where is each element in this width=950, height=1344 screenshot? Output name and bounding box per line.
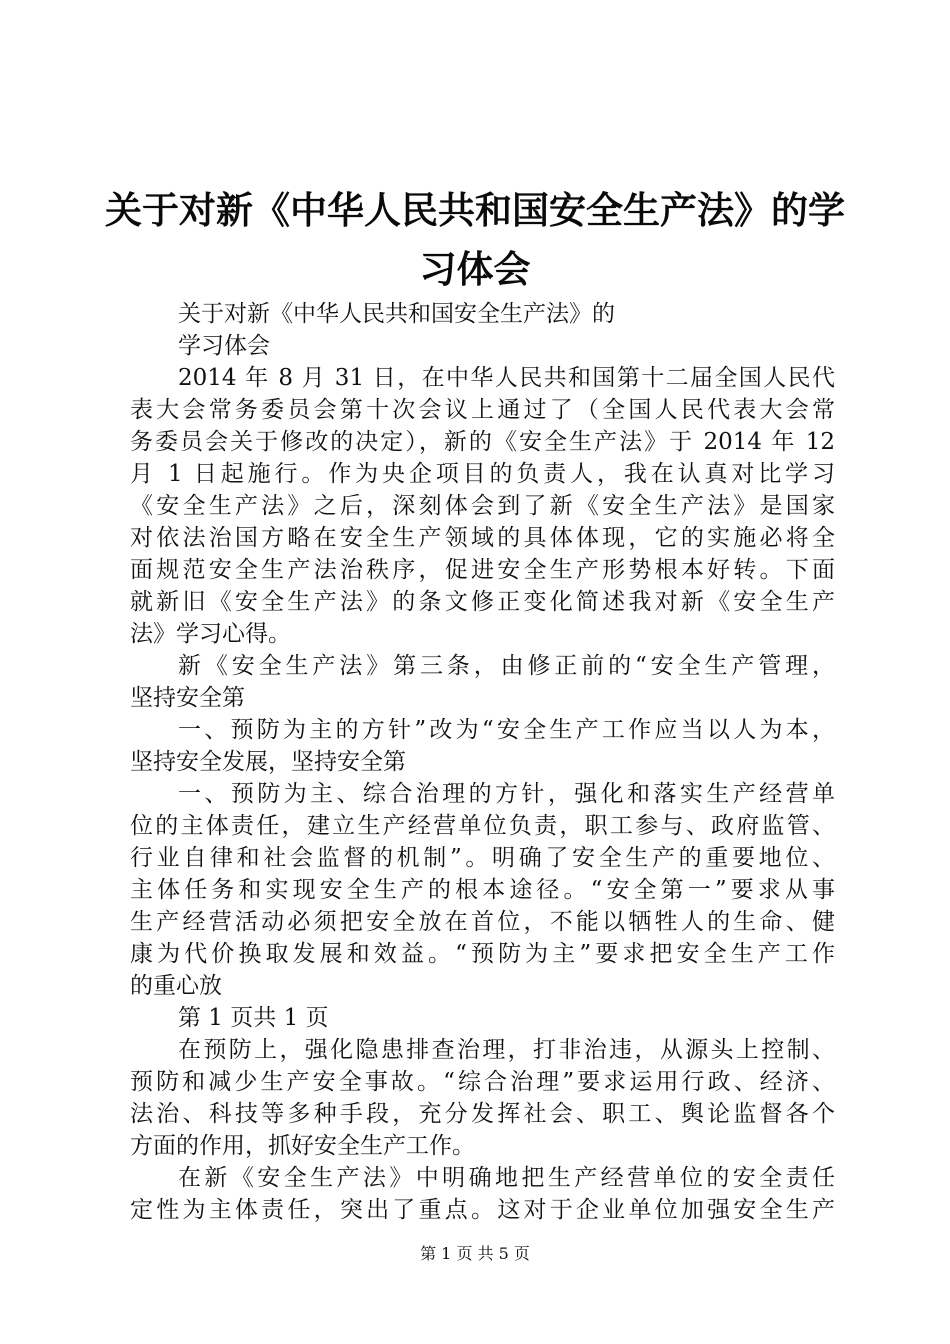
body-text-line: 坚持安全第 [130,685,245,711]
body-text-line: 位的主体责任，建立生产经营单位负责，职工参与、政府监管、 [130,813,835,839]
body-text-line: 在预防上，强化隐患排查治理，打非治违，从源头上控制、 [178,1037,835,1063]
body-text-line: 的重心放 [130,973,222,999]
body-text-line: 行业自律和社会监督的机制”。明确了安全生产的重要地位、 [130,845,835,871]
page-footer: 第 1 页 共 5 页 [420,1244,530,1263]
body-text-line: 主体任务和实现安全生产的根本途径。“安全第一”要求从事 [130,877,835,903]
body-text-line: 法治、科技等多种手段，充分发挥社会、职工、舆论监督各个 [130,1101,835,1127]
document-title-line-2: 习体会 [419,248,531,291]
body-text-line: 关于对新《中华人民共和国安全生产法》的 [178,301,615,327]
body-text-line: 表大会常务委员会第十次会议上通过了（全国人民代表大会常 [130,397,835,423]
body-text-line: 面规范安全生产法治秩序，促进安全生产形势根本好转。下面 [130,557,835,583]
body-text-line: 在新《安全生产法》中明确地把生产经营单位的安全责任 [178,1165,835,1191]
document-title-line-1: 关于对新《中华人民共和国安全生产法》的学 [105,189,845,232]
body-text-line: 康为代价换取发展和效益。“预防为主”要求把安全生产工作 [130,941,835,967]
body-text-line: 坚持安全发展，坚持安全第 [130,749,406,775]
body-text-line: 第 1 页共 1 页 [178,1005,329,1031]
body-text-line: 2014 年 8 月 31 日，在中华人民共和国第十二届全国人民代 [178,365,835,391]
body-text-line: 务委员会关于修改的决定），新的《安全生产法》于 2014 年 12 [130,429,835,455]
body-text-line: 预防和减少生产安全事故。“综合治理”要求运用行政、经济、 [130,1069,835,1095]
body-text-line: 法》学习心得。 [130,621,291,647]
body-text-line: 一、预防为主的方针”改为“安全生产工作应当以人为本， [178,717,835,743]
body-text-line: 定性为主体责任，突出了重点。这对于企业单位加强安全生产 [130,1197,835,1223]
body-text-line: 学习体会 [178,333,270,359]
body-text-line: 一、预防为主、综合治理的方针，强化和落实生产经营单 [178,781,835,807]
body-text-line: 方面的作用，抓好安全生产工作。 [130,1133,475,1159]
document-body [130,298,835,1226]
body-text-line: 生产经营活动必须把安全放在首位，不能以牺牲人的生命、健 [130,909,835,935]
body-text-line: 《安全生产法》之后，深刻体会到了新《安全生产法》是国家 [130,493,835,519]
body-text-line: 新《安全生产法》第三条，由修正前的“安全生产管理， [178,653,835,679]
body-text-line: 就新旧《安全生产法》的条文修正变化简述我对新《安全生产 [130,589,835,615]
body-text-line: 对依法治国方略在安全生产领域的具体体现，它的实施必将全 [130,525,835,551]
body-text-line: 月 1 日起施行。作为央企项目的负责人，我在认真对比学习 [130,461,835,487]
